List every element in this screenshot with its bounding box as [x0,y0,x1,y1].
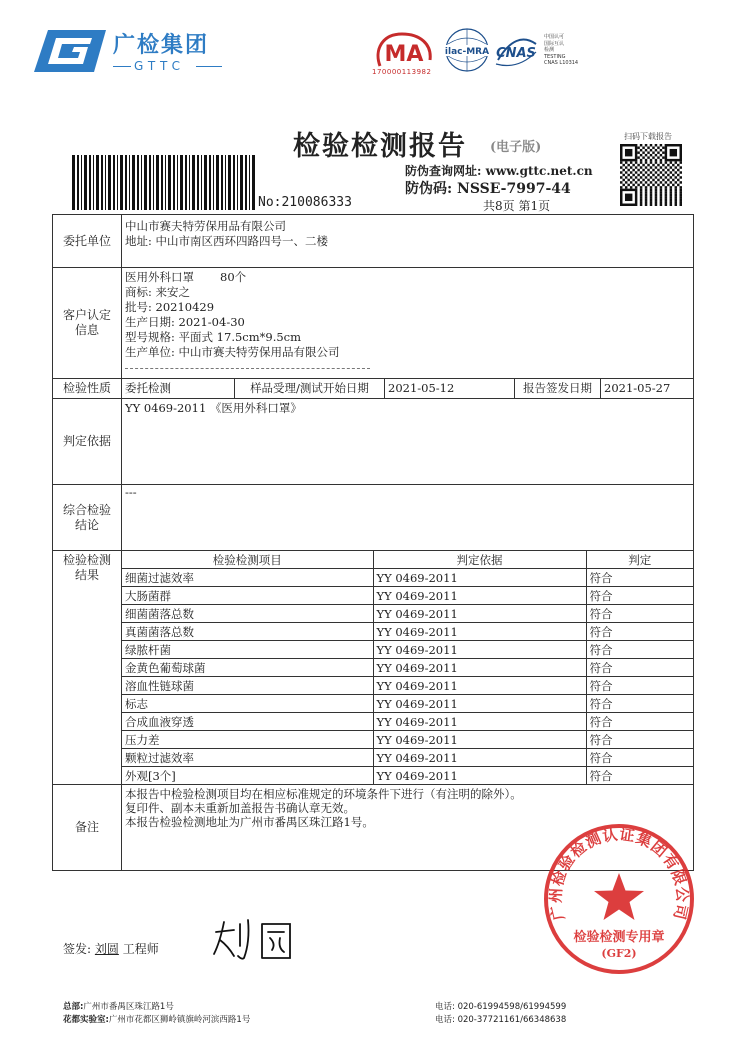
verify-website: 防伪查询网址: www.gttc.net.cn [405,164,593,178]
report-table [52,214,694,871]
ilac-mra-logo-icon [444,26,490,74]
svg-text:ilac-MRA: ilac-MRA [444,47,490,57]
results-label: 检验检测 结果 [53,551,122,785]
signer-name: 刘圆 [94,942,119,956]
test-item: 合成血液穿透 [122,713,373,731]
test-item: 真菌菌落总数 [122,623,373,641]
table-row [122,713,693,731]
test-basis: YY 0469-2011 [373,659,586,677]
manufacturer: 生产单位: 中山市赛夫特劳保用品有限公司 [125,345,340,359]
product-line [125,270,690,285]
gttc-logo-icon [34,30,106,72]
signer-prefix: 签发: [63,942,92,956]
customer-info-label: 客户认定 信息 [53,268,122,379]
basis-label: 判定依据 [53,399,122,485]
test-verdict: 符合 [586,713,693,731]
results-header [122,551,693,569]
results-table [122,551,693,784]
client-name: 中山市赛夫特劳保用品有限公司 [125,219,286,233]
test-verdict: 符合 [589,768,613,783]
column-header: 检验检测项目 [122,551,373,569]
report-title: 检验检测报告 [293,131,467,162]
test-basis: YY 0469-2011 [373,587,586,605]
table-row [122,767,693,785]
cma-number: 170000113982 [372,68,432,76]
conclusion-row [53,485,694,551]
test-verdict: 符合 [586,695,693,713]
test-verdict: 符合 [586,605,693,623]
nature-label: 检验性质 [53,379,122,399]
edition-label: (电子版) [490,140,542,155]
seal-center-text: 检验检测专用章 [573,930,665,945]
remark-line: 本报告检验检测地址为广州市番禺区珠江路1号。 [125,815,374,829]
signer-title: 工程师 [122,942,159,956]
qr-code-icon[interactable] [620,144,682,206]
batch-number: 批号: 20210429 [125,300,215,314]
test-item: 颗粒过滤效率 [122,749,373,767]
column-header: 判定依据 [373,551,586,569]
conclusion-value: --- [122,485,694,551]
divider [125,360,370,369]
results-cell [122,551,694,785]
test-basis: YY 0469-2011 [373,713,586,731]
test-item: 大肠菌群 [122,587,373,605]
test-verdict: 符合 [586,569,693,587]
divider [113,66,131,67]
model-spec: 型号规格: 平面式 17.5cm*9.5cm [125,330,302,344]
nature-value: 委托检测 [122,379,235,399]
seal-ring-text: 广州检验检测认证集团有限公司 [546,825,692,923]
footer-lab-address: 花都实验室:广州市花都区狮岭镇旗岭河滨西路1号 [63,1015,251,1025]
official-seal-icon [543,823,695,975]
table-row [122,659,693,677]
test-verdict: 符合 [586,587,693,605]
customer-info-cell [122,268,694,379]
cnas-accreditation-text: 中国认可 国际互认 检测 TESTING CNAS L10314 [544,34,579,66]
remark-line: 本报告中检验检测项目均在相应标准规定的环境条件下进行（有注明的除外）。 [125,787,522,801]
table-row [122,677,693,695]
page-info: 共8页 第1页 [483,199,551,213]
basis-value: YY 0469-2011 《医用外科口罩》 [122,399,694,485]
footer-tel-1: 电话: 020-61994598/61994599 [435,1002,567,1012]
table-row [122,695,693,713]
svg-text:CNAS: CNAS [496,46,536,61]
production-date: 生产日期: 2021-04-30 [125,315,245,329]
table-row [122,731,693,749]
issue-date: 2021-05-27 [601,379,694,399]
client-address: 地址: 中山市南区西环四路四号一、二楼 [125,234,329,248]
test-basis: YY 0469-2011 [373,569,586,587]
divider [196,66,222,67]
results-row [53,551,694,785]
remark-line: 复印件、副本未重新加盖报告书确认章无效。 [125,801,355,815]
anti-fake-code: 防伪码: NSSE-7997-44 [405,181,571,197]
table-row [122,749,693,767]
test-basis: YY 0469-2011 [373,767,586,785]
test-item: 溶血性链球菌 [122,677,373,695]
conclusion-label: 综合检验 结论 [53,485,122,551]
inspection-row [53,379,694,399]
test-item: 标志 [122,695,373,713]
cnas-logo-icon [492,30,540,70]
test-item: 压力差 [122,731,373,749]
client-label: 委托单位 [53,215,122,268]
product-name: 医用外科口罩 [125,270,194,284]
issue-date-label: 报告签发日期 [515,379,601,399]
test-item: 金黄色葡萄球菌 [122,659,373,677]
test-verdict: 符合 [586,623,693,641]
customer-info-row [53,268,694,379]
table-row [122,605,693,623]
test-basis: YY 0469-2011 [373,605,586,623]
test-item: 绿脓杆菌 [122,641,373,659]
start-date: 2021-05-12 [385,379,515,399]
handwritten-signature-icon [210,918,296,962]
column-header: 判定 [586,551,693,569]
test-verdict: 符合 [586,641,693,659]
test-basis: YY 0469-2011 [373,749,586,767]
test-item: 外观[3个] [122,767,373,785]
test-item: 细菌菌落总数 [122,605,373,623]
company-abbr: GTTC [134,59,185,73]
test-basis: YY 0469-2011 [373,641,586,659]
qr-caption: 扫码下载报告 [624,132,672,141]
test-verdict: 符合 [586,731,693,749]
test-verdict: 符合 [586,659,693,677]
table-row [122,569,693,587]
test-basis: YY 0469-2011 [373,695,586,713]
svg-text:MA: MA [384,42,424,67]
client-cell [122,215,694,268]
product-quantity: 80个 [220,270,247,284]
remarks-label: 备注 [53,785,122,871]
seal-code: (GF2) [601,947,637,960]
test-basis: YY 0469-2011 [373,677,586,695]
company-name: 广检集团 [113,33,210,58]
table-row [122,641,693,659]
report-number: No:210086333 [258,195,352,210]
trademark: 商标: 来安之 [125,285,191,299]
test-basis: YY 0469-2011 [373,731,586,749]
client-row [53,215,694,268]
basis-row [53,399,694,485]
table-row [122,623,693,641]
test-verdict: 符合 [586,677,693,695]
test-item: 细菌过滤效率 [122,569,373,587]
signer-line [63,940,159,957]
footer-tel-2: 电话: 020-37721161/66348638 [435,1015,567,1025]
footer-hq-address: 总部:广州市番禺区珠江路1号 [63,1002,174,1012]
start-date-label: 样品受理/测试开始日期 [235,379,385,399]
test-basis: YY 0469-2011 [373,623,586,641]
test-verdict: 符合 [586,749,693,767]
barcode-icon [72,155,257,210]
table-row [122,587,693,605]
